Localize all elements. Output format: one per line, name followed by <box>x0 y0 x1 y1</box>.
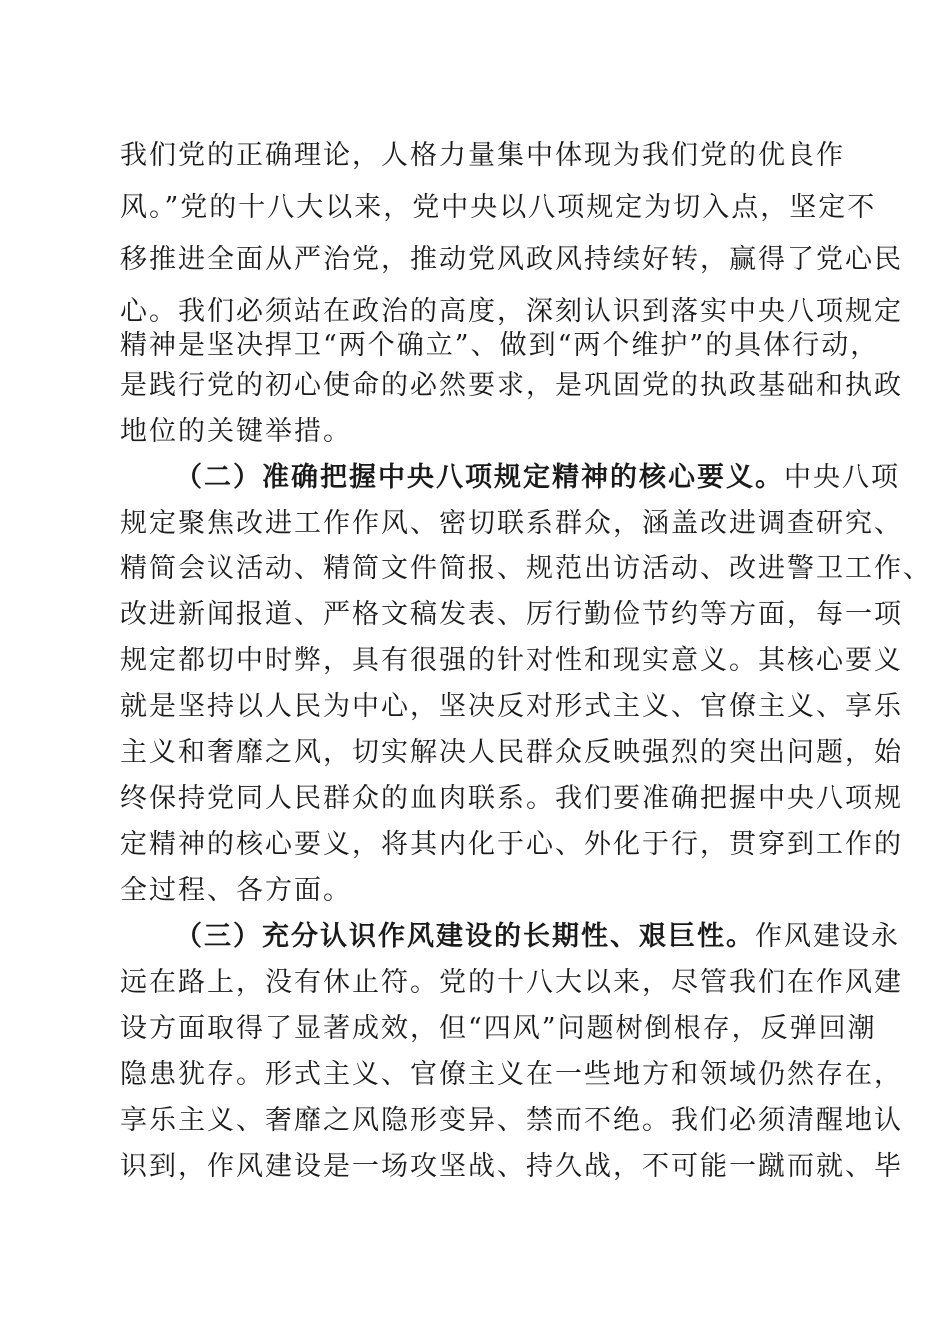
body-text-line: 全过程、各方面。 <box>120 875 352 906</box>
body-text-line: 规定都切中时弊，具有很强的针对性和现实意义。其核心要义 <box>120 645 903 676</box>
body-text-line: 就是坚持以人民为中心，坚决反对形式主义、官僚主义、享乐 <box>120 691 903 722</box>
body-text-line: 终保持党同人民群众的血肉联系。我们要准确把握中央八项规 <box>120 783 903 814</box>
body-text-line: 移推进全面从严治党，推动党风政风持续好转，赢得了党心民 <box>120 244 903 275</box>
body-text-line: 风。”党的十八大以来，党中央以八项规定为切入点，坚定不 <box>120 192 877 223</box>
body-text-line: 定精神的核心要义，将其内化于心、外化于行，贯穿到工作的 <box>120 829 903 860</box>
body-text-line: 精神是坚决捍卫“两个确立”、做到“两个维护”的具体行动， <box>120 330 880 361</box>
section-heading: （二）准确把握中央八项规定精神的核心要义。 <box>175 462 784 493</box>
body-text-line: 地位的关键举措。 <box>120 416 352 447</box>
section-heading-line <box>175 456 900 500</box>
body-text-line: 主义和奢靡之风，切实解决人民群众反映强烈的突出问题，始 <box>120 737 903 768</box>
body-text-line: 规定聚焦改进工作作风、密切联系群众，涵盖改进调查研究、 <box>120 508 903 539</box>
section-heading: （三）充分认识作风建设的长期性、艰巨性。 <box>175 921 755 952</box>
body-text-inline: 中央八项 <box>784 462 900 493</box>
body-text-line: 心。我们必须站在政治的高度，深刻认识到落实中央八项规定 <box>120 296 903 327</box>
body-text-line: 设方面取得了显著成效，但“四风”问题树倒根存，反弹回潮 <box>120 1013 877 1044</box>
body-text-inline: 作风建设永 <box>755 921 900 952</box>
body-text-line: 改进新闻报道、严格文稿发表、厉行勤俭节约等方面，每一项 <box>120 599 903 630</box>
body-text-line: 隐患犹存。形式主义、官僚主义在一些地方和领域仍然存在， <box>120 1059 903 1090</box>
body-text-line: 识到，作风建设是一场攻坚战、持久战，不可能一蹴而就、毕 <box>120 1151 903 1182</box>
body-text-line: 享乐主义、奢靡之风隐形变异、禁而不绝。我们必须清醒地认 <box>120 1105 903 1136</box>
body-text-line: 是践行党的初心使命的必然要求，是巩固党的执政基础和执政 <box>120 370 903 401</box>
section-heading-line <box>175 915 900 959</box>
body-text-line: 远在路上，没有休止符。党的十八大以来，尽管我们在作风建 <box>120 967 903 998</box>
body-text-line: 我们党的正确理论，人格力量集中体现为我们党的优良作 <box>120 140 845 171</box>
body-text-line: 精简会议活动、精简文件简报、规范出访活动、改进警卫工作、 <box>120 553 932 584</box>
